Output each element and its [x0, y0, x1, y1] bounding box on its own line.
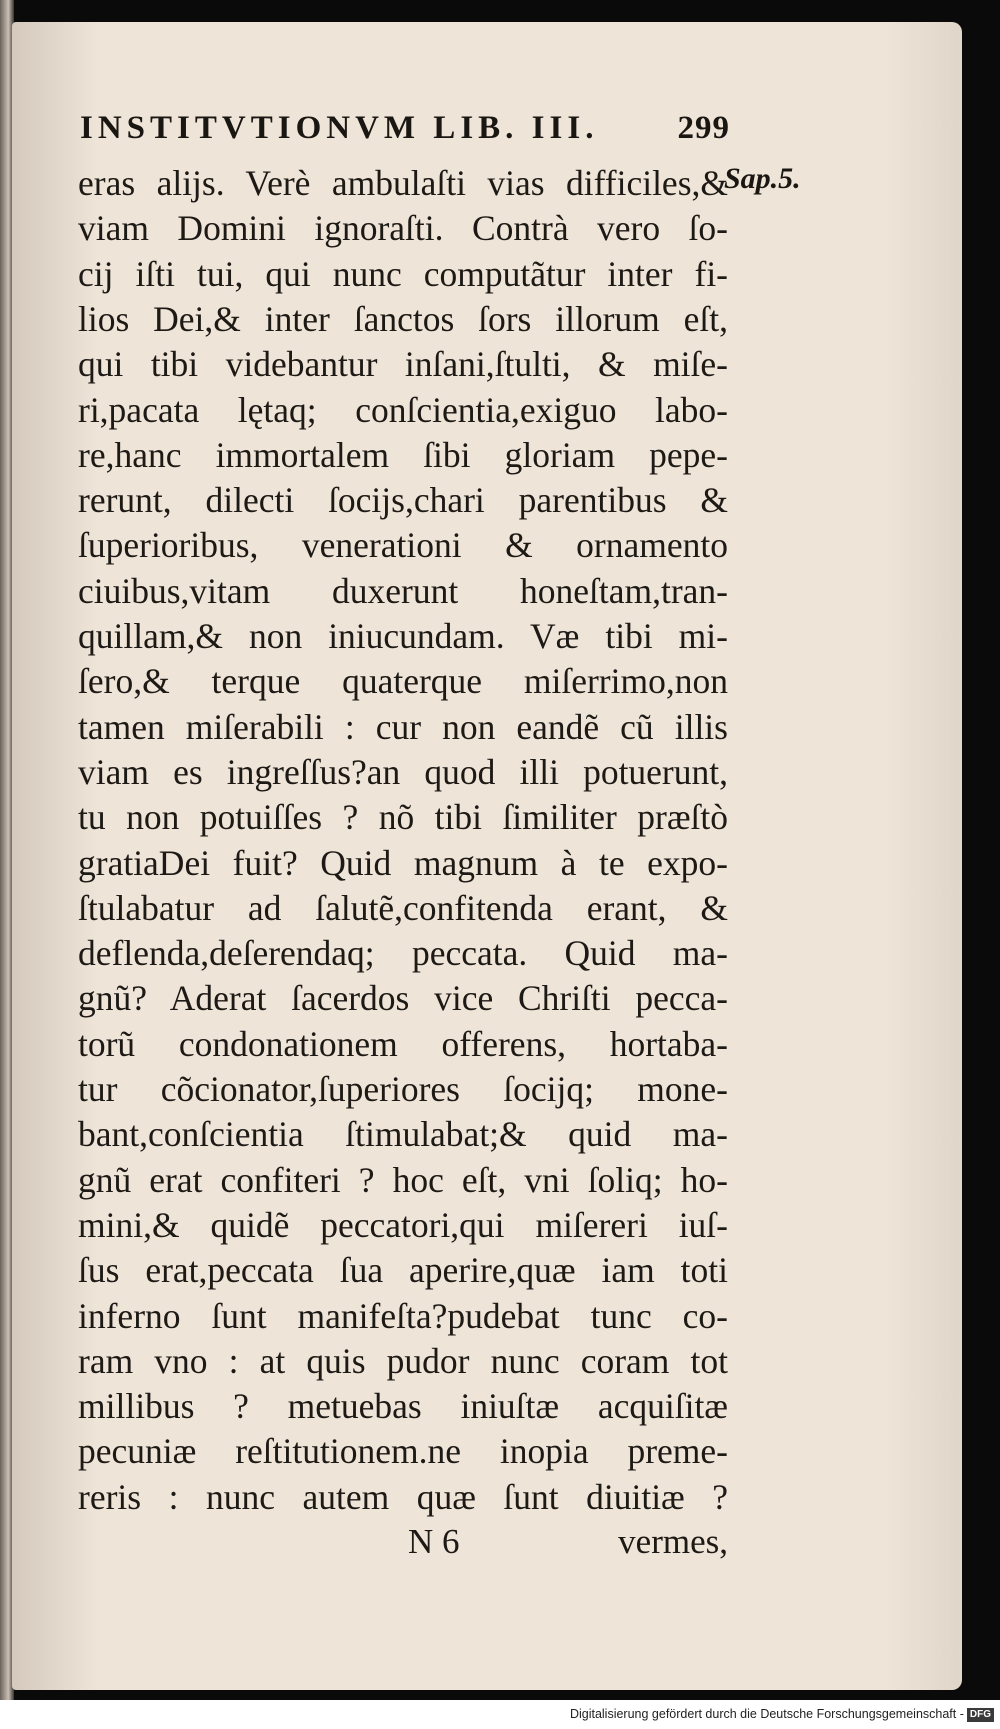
text-line: ſero,& terque quaterque miſerrimo,non	[78, 661, 728, 702]
running-header	[80, 110, 730, 150]
text-line: mini,& quidẽ peccatori,qui miſereri iuſ-	[78, 1204, 728, 1245]
text-line: tur cõcionator,ſuperiores ſocijq; mone-	[78, 1069, 728, 1109]
text-line: ſus erat,peccata ſua aperire,quæ iam toti	[78, 1250, 728, 1291]
text-line: reris : nunc autem quæ ſunt diuitiæ ?	[78, 1476, 728, 1517]
text-line: lios Dei,& inter ſanctos ſors illorum eſt,	[78, 298, 728, 339]
dfg-logo: DFG	[967, 1708, 994, 1722]
text-line: re,hanc immortalem ſibi gloriam pepe-	[78, 434, 728, 475]
text-line: ri,pacata lętaq; conſcientia,exiguo labo-	[78, 389, 728, 430]
book-page	[12, 22, 962, 1690]
text-line: viam es ingreſſus?an quod illi potuerunt,	[78, 751, 728, 792]
text-line: ſtulabatur ad ſalutẽ,confitenda erant, &	[78, 887, 728, 928]
text-line: tu non potuiſſes ? nõ tibi ſimiliter præſtò	[78, 797, 728, 838]
text-line: inferno ſunt manifeſta?pudebat tunc co-	[78, 1295, 728, 1336]
page-number: 299	[677, 110, 730, 146]
text-line: deflenda,deſerendaq; peccata. Quid ma-	[78, 933, 728, 974]
margin-note: Sap.5.	[724, 162, 801, 195]
text-line: gratiaDei fuit? Quid magnum à te expo-	[78, 842, 728, 883]
text-line: gnũ erat confiteri ? hoc eſt, vni ſoliq; ho-	[78, 1159, 728, 1200]
signature-mark: N 6	[408, 1522, 460, 1561]
catchword: vermes,	[618, 1522, 728, 1561]
text-line: cij iſti tui, qui nunc computãtur inter fi-	[78, 253, 728, 294]
credit-text: Digitalisierung gefördert durch die Deutsche Forschungsgemeinschaft -	[569, 1707, 964, 1721]
text-line: rerunt, dilecti ſocijs,chari parentibus &	[78, 480, 728, 521]
text-line: ram vno : at quis pudor nunc coram tot	[78, 1340, 728, 1381]
text-line: bant,conſcientia ſtimulabat;& quid ma-	[78, 1114, 728, 1155]
text-line: torũ condonationem offerens, hortaba-	[78, 1023, 728, 1064]
text-line: gnũ? Aderat ſacerdos vice Chriſti pecca-	[78, 978, 728, 1019]
text-line: quillam,& non iniucundam. Væ tibi mi-	[78, 616, 728, 656]
text-line: eras alijs. Verè ambulaſti vias difficiles,&	[78, 163, 728, 203]
text-line: qui tibi videbantur inſani,ſtulti, & miſe-	[78, 344, 728, 385]
text-line: ſuperioribus, venerationi & ornamento	[78, 525, 728, 566]
text-line: viam Domini ignoraſti. Contrà vero ſo-	[78, 208, 728, 249]
digitization-credit	[570, 1703, 994, 1725]
text-line: millibus ? metuebas iniuſtæ acquiſitæ	[78, 1386, 728, 1427]
text-line: pecuniæ reſtitutionem.ne inopia preme-	[78, 1431, 728, 1472]
catchword-line	[78, 1522, 728, 1568]
running-title: INSTITVTIONVM LIB. III.	[80, 110, 599, 146]
text-line: ciuibus,vitam duxerunt honeſtam,tran-	[78, 570, 728, 611]
text-line: tamen miſerabili : cur non eandẽ cũ illis	[78, 706, 728, 747]
